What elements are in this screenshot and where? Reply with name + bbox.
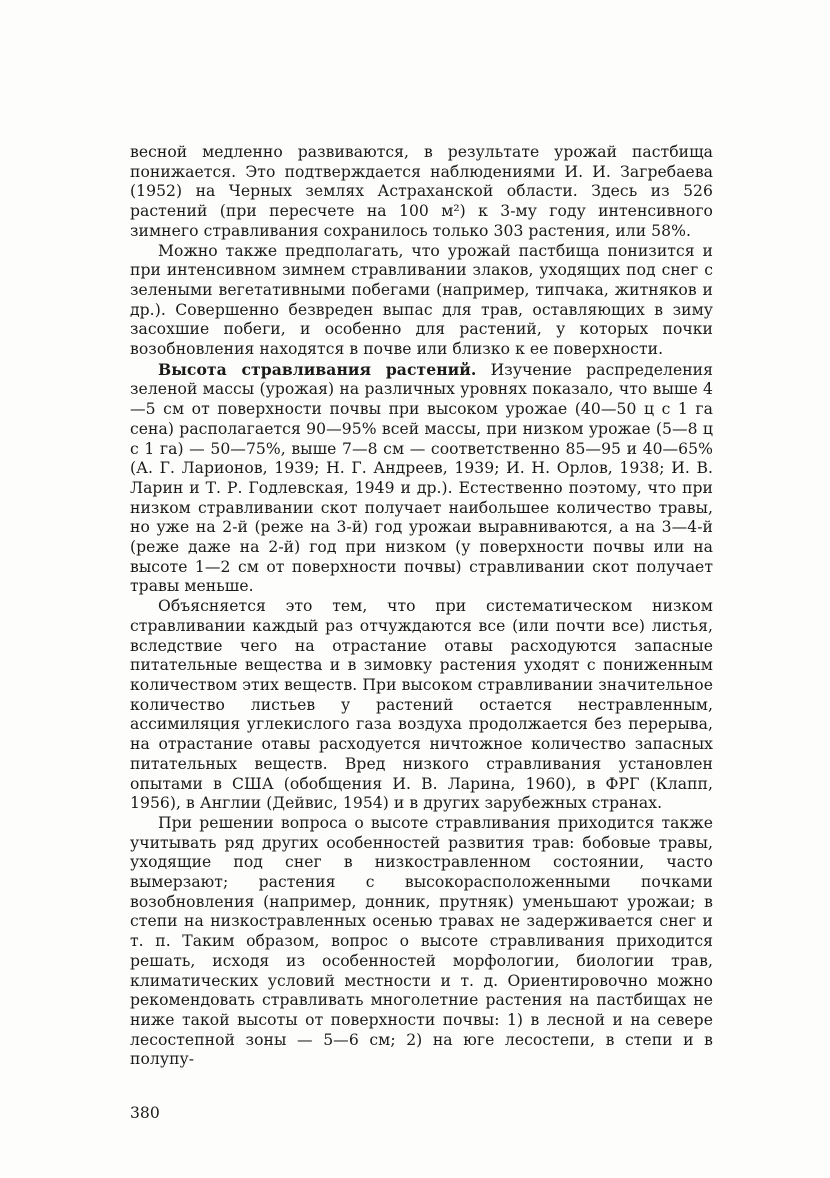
paragraph-1	[130, 143, 713, 242]
paragraph-1-text: весной медленно развиваются, в результате урожай пастбища понижается. Это подтверждается наблюдениями И. И. Загребаева (1952) на Черных землях Астраханской области. Здесь из 526 растений (при пересчете на 100 м²) к 3-му году интенсивного зимнего стравливания сохранилось только 303 растения, или 58%.	[130, 143, 713, 240]
body-text	[130, 143, 713, 1070]
page-number: 380	[130, 1104, 160, 1122]
paragraph-4	[130, 597, 713, 814]
paragraph-3	[130, 360, 713, 597]
paragraph-3-text: Изучение распределения зеленой массы (урожая) на различных уровнях показало, что выше 4—5 см от поверхности почвы при высоком урожае (40—50 ц с 1 га сена) располагается 90—95% всей массы, при низком урожае (5—8 ц с 1 га) — 50—75%, выше 7—8 см — соответственно 85—95 и 40—65% (А. Г. Ларионов, 1939; Н. Г. Андреев, 1939; И. Н. Орлов, 1938; И. В. Ларин и Т. Р. Годлевская, 1949 и др.). Естественно поэтому, что при низком стравливании скот получает наибольшее количество травы, но уже на 2-й (реже на 3-й) год урожаи выравниваются, а на 3—4-й (реже даже на 2-й) год при низком (у поверхности почвы или на высоте 1—2 см от поверхности почвы) стравливании скот получает травы меньше.	[130, 360, 713, 596]
paragraph-5-text: При решении вопроса о высоте стравливания приходится также учитывать ряд других особенностей развития трав: бобовые травы, уходящие под снег в низкостравленном состоянии, часто вымерзают; растения с высокорасположенными почками возобновления (например, донник, прутняк) уменьшают урожаи; в степи на низкостравленных осенью травах не задерживается снег и т. п. Таким образом, вопрос о высоте стравливания приходится решать, исходя из особенностей морфологии, биологии трав, климатических условий местности и т. д. Ориентировочно можно рекомендовать стравливать многолетние растения на пастбищах не ниже такой высоты от поверхности почвы: 1) в лесной и на севере лесостепной зоны — 5—6 см; 2) на юге лесостепи, в степи и в полупу-	[130, 813, 713, 1069]
section-heading: Высота стравливания растений.	[158, 359, 477, 379]
paragraph-5	[130, 814, 713, 1070]
paragraph-4-text: Объясняется это тем, что при систематическом низком стравливании каждый раз отчуждаются все (или почти все) листья, вследствие чего на отрастание отавы расходуются запасные питательные вещества и в зимовку растения уходят с пониженным количеством этих веществ. При высоком стравливании значительное количество листьев у растений остается нестравленным, ассимиляция углекислого газа воздуха продолжается без перерыва, на отрастание отавы расходуется ничтожное количество запасных питательных веществ. Вред низкого стравливания установлен опытами в США (обобщения И. В. Ларина, 1960), в ФРГ (Клапп, 1956), в Англии (Дейвис, 1954) и в других зарубежных странах.	[130, 597, 713, 813]
paragraph-2-text: Можно также предполагать, что урожай пастбища понизится и при интенсивном зимнем стравливании злаков, уходящих под снег с зелеными вегетативными побегами (например, типчака, житняков и др.). Совершенно безвреден выпас для трав, оставляющих в зиму засохшие побеги, и особенно для растений, у которых почки возобновления находятся в почве или близко к ее поверхности.	[130, 241, 713, 359]
paragraph-2	[130, 242, 713, 360]
